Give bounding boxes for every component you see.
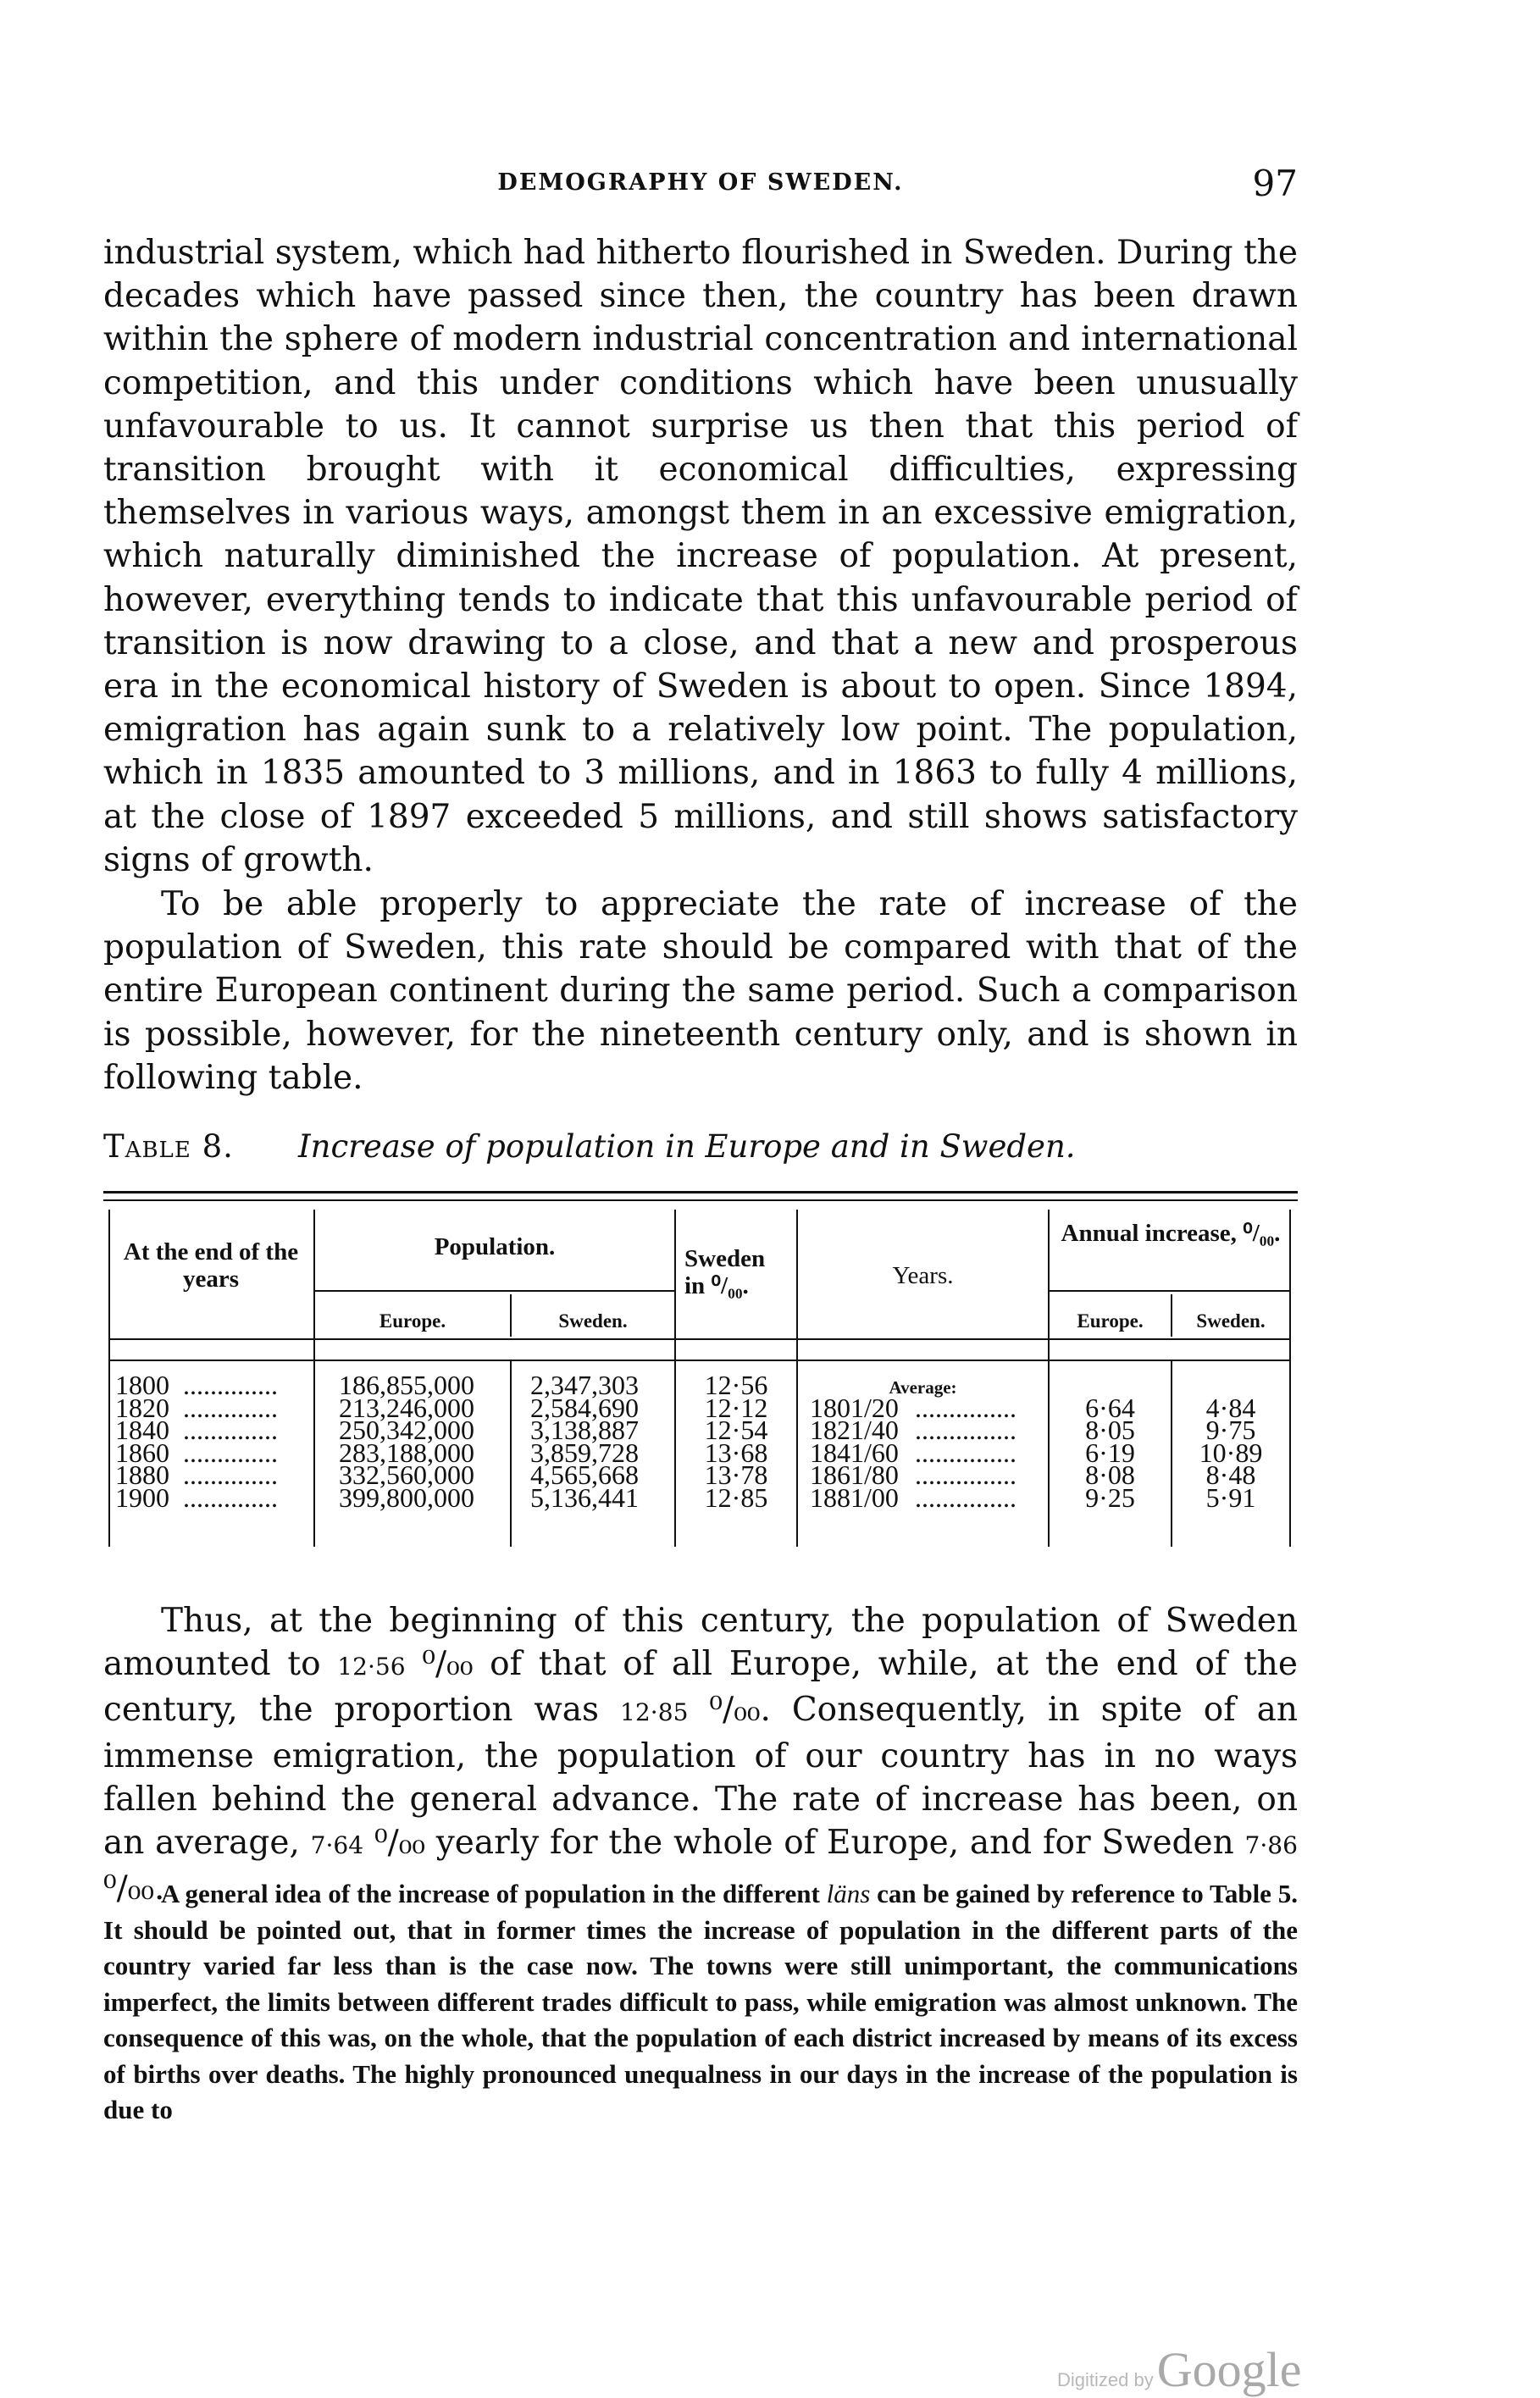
table-cell-europe: 283,188,000	[339, 1437, 474, 1468]
header-years: Years.	[892, 1262, 954, 1289]
table-vline-2b	[510, 1360, 512, 1547]
header-bottom-rule-2	[108, 1360, 1291, 1361]
table-cell-sweden: 3,859,728	[530, 1437, 639, 1468]
table-cell-europe: 213,246,000	[339, 1392, 474, 1423]
table-cell-sweden: 2,584,690	[530, 1392, 639, 1423]
table-cell-increase-europe: 8·08	[1085, 1459, 1135, 1491]
table-cell-increase-sweden: 8·48	[1205, 1459, 1256, 1491]
table-cell-permille: 12·85	[704, 1481, 768, 1513]
annual-subrule	[1050, 1290, 1289, 1292]
table-cell-increase-sweden: 5·91	[1205, 1481, 1256, 1513]
table-cell-year: 1820	[115, 1392, 169, 1423]
table-cell-period: 1861/80	[810, 1459, 899, 1491]
increase-sweden-column	[1172, 1392, 1289, 1513]
lans-term: läns	[826, 1879, 871, 1908]
google-logo: Google	[1156, 2342, 1302, 2397]
header-increase-europe: Europe.	[1077, 1310, 1144, 1332]
table-cell-increase-sweden: 9·75	[1205, 1415, 1256, 1446]
header-population-europe: Europe.	[379, 1310, 446, 1332]
table-label: Table 8.	[103, 1128, 234, 1165]
digitized-label: Digitized by	[1057, 2369, 1154, 2390]
permille-value: 12·56	[337, 1653, 406, 1681]
table-cell-year: 1880	[115, 1459, 169, 1491]
paragraph-3: Thus, at the beginning of this century, the population of Sweden amounted to 12·56 ⁰/₀₀ of that of all Europe, while, at the end of the century, the proportion was 12·85 ⁰/₀₀. Consequently, in spite of an immense emigration, the population of our country has in no ways fallen behind the general advance. The rate of increase has been, on an average, 7·64 ⁰/₀₀ yearly for the whole of Europe, and for Sweden 7·86 ⁰/₀₀.	[103, 1602, 1299, 1908]
table-cell-permille: 12·12	[704, 1392, 768, 1423]
running-title: DEMOGRAPHY OF SWEDEN.	[497, 169, 904, 196]
table-cell-period: 1881/00	[810, 1481, 899, 1513]
table-cell-period: 1801/20	[810, 1392, 899, 1423]
table-cell-permille: 13·68	[704, 1437, 768, 1468]
running-head	[103, 163, 1298, 205]
table-vline-left	[108, 1210, 110, 1547]
table-cell-year: 1840	[115, 1415, 169, 1446]
table-caption	[103, 1128, 1298, 1165]
years-dot-leaders: .............. .............. .............. .............. .............. ..............	[183, 1374, 278, 1509]
permille-value: 7·86	[1244, 1831, 1298, 1860]
table-vline-right	[1289, 1210, 1291, 1547]
header-end-of-years: At the end of the years	[123, 1238, 299, 1293]
table-cell-year: 1800	[115, 1370, 169, 1400]
table-cell-permille: 13·78	[704, 1459, 768, 1491]
table-cell-increase-europe: 6·64	[1085, 1392, 1135, 1423]
population-sweden-column	[530, 1370, 666, 1513]
digitized-watermark	[1057, 2341, 1301, 2398]
permille-value: 12·85	[620, 1698, 689, 1727]
footnote-paragraph: A general idea of the increase of population in the different läns can be gained by reference to Table 5. It should be pointed out, that in former times the increase of population in the different parts of the country varied far less than is the case now. The towns were still unimportant, the communications imperfect, the limits between different trades difficult to pass, while emigration was almost unknown. The consequence of this was, on the whole, that the population of each district increased by means of its excess of births over deaths. The highly pronounced unequalness in our days in the increase of the population is due to	[103, 1879, 1298, 2124]
header-annual-increase: Annual increase, ⁰/₀₀.	[1061, 1220, 1281, 1247]
table-cell-increase-sweden: 10·89	[1199, 1437, 1263, 1468]
table-cell-europe: 399,800,000	[339, 1481, 474, 1513]
paragraph-2: To be able properly to appreciate the rate of increase of the population of Sweden, this rate should be compared with that of the entire European continent during the same period. Such a comparison is possible, however, for the nineteenth century only, and is shown in following table.	[103, 885, 1298, 1097]
table-cell-increase-europe: 6·19	[1085, 1437, 1135, 1468]
header-population: Population.	[434, 1233, 556, 1260]
population-europe-column	[339, 1370, 500, 1513]
table-cell-increase-europe: 8·05	[1085, 1415, 1135, 1446]
population-subrule	[315, 1290, 674, 1292]
page-number: 97	[1252, 163, 1298, 204]
table-cell-permille: 12·56	[704, 1370, 768, 1400]
paragraph-1: industrial system, which had hitherto flourished in Sweden. During the decades which have passed since then, the country has been drawn within the sphere of modern industrial concentration and international competition, and this under conditions which have been unusually unfavourable to us. It cannot surprise us then that this period of transition brought with it economical difficulties, expressing themselves in various ways, amongst them in an excessive emigration, which naturally diminished the increase of population. At present, however, everything tends to indicate that this unfavourable period of transition is now drawing to a close, and that a new and prosperous era in the economical history of Sweden is about to open. Since 1894, emigration has again sunk to a relatively low point. The population, which in 1835 amounted to 3 millions, and in 1863 to fully 4 millions, at the close of 1897 exceeded 5 millions, and still shows satisfactory signs of growth.	[103, 234, 1298, 879]
table-cell-sweden: 3,138,887	[530, 1415, 639, 1446]
table-cell-period: 1841/60	[810, 1437, 899, 1468]
increase-europe-column	[1050, 1392, 1171, 1513]
table-cell-year: 1860	[115, 1437, 169, 1468]
table-cell-increase-europe: 9·25	[1085, 1481, 1135, 1513]
table-cell-increase-sweden: 4·84	[1205, 1392, 1256, 1423]
table-cell-europe: 332,560,000	[339, 1459, 474, 1491]
table-cell-period: 1821/40	[810, 1415, 899, 1446]
header-increase-sweden: Sweden.	[1196, 1310, 1266, 1332]
table-cell-sweden: 2,347,303	[530, 1370, 639, 1400]
table-title: Increase of population in Europe and in Sweden.	[298, 1128, 1076, 1165]
table-top-rule-2	[103, 1199, 1298, 1201]
table-cell-europe: 250,342,000	[339, 1415, 474, 1446]
header-bottom-rule	[108, 1338, 1291, 1340]
table-cell-sweden: 4,565,668	[530, 1459, 639, 1491]
table-cell-europe: 186,855,000	[339, 1370, 474, 1400]
table-top-rule-1	[103, 1191, 1298, 1193]
average-label: Average:	[889, 1377, 957, 1398]
table-cell-sweden: 5,136,441	[530, 1481, 639, 1513]
sweden-permille-column	[676, 1370, 796, 1513]
periods-column	[810, 1392, 911, 1513]
permille-value: 7·64	[310, 1831, 364, 1860]
table-cell-permille: 12·54	[704, 1415, 768, 1446]
header-population-sweden: Sweden.	[558, 1310, 628, 1332]
table-cell-year: 1900	[115, 1481, 169, 1513]
header-sweden-permille: Sweden in ⁰/₀₀.	[684, 1245, 766, 1299]
periods-dot-leaders: ............... ............... ............... ............... ...............	[915, 1396, 1017, 1509]
